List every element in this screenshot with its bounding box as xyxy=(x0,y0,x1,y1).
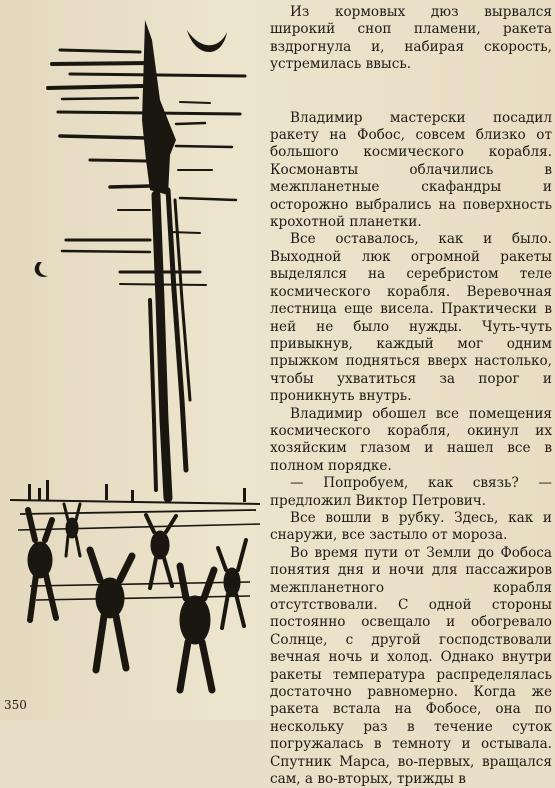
paragraph: Владимир мастерски посадил ракету на Фобос, совсем близко от большого космического корабля. Космонавты облачились в межпланетные скафандры и осторожно выбрались на поверхность крохотной планетки. xyxy=(270,109,552,231)
rocket-icon xyxy=(142,20,176,195)
paragraph: — Попробуем, как связь? — предложил Виктор Петрович. xyxy=(270,475,552,509)
paragraph: Владимир обошел все помещения космического корабля, окинул их хозяйским глазом и нашел все в полном порядке. xyxy=(270,405,552,474)
paragraph: Все оставалось, как и было. Выходной люк огромной ракеты выделялся на серебристом теле космического корабля. Веревочная лестница еще висела. Практически в ней не было нужды. Чуть-чуть привыкнув, каждый мог одним прыжком подняться вверх настолько, чтобы ухватиться за порог и проникнуть внутрь. xyxy=(270,231,552,405)
crescent-moon-icon xyxy=(187,30,227,52)
paragraph: Из кормовых дюз вырвался широкий сноп пламени, ракета вздрогнула и, набирая скорость, устремилась ввысь. xyxy=(270,4,552,73)
distant-figures xyxy=(28,480,246,502)
paragraph: Во время пути от Земли до Фобоса понятия дня и ночи для пассажиров межпланетного корабля отсутствовали. С одной стороны постоянно освещало и обогревало Солнце, с другой господствовали вечная ночь и холод. Однако внутри ракеты температура распределялась достаточно равномерно. Когда же ракета встала на Фобосе, она по нескольку раз в течение суток погружалась в темноту и остывала. Спутник Марса, во-первых, вращался сам, а во-вторых, трижды в xyxy=(270,544,552,788)
paragraph: Все вошли в рубку. Здесь, как и снаружи, все застыло от мороза. xyxy=(270,509,552,544)
small-crescent-icon xyxy=(35,262,48,277)
page-number: 350 xyxy=(4,698,27,712)
rocket-launch-illustration xyxy=(0,0,270,700)
body-text xyxy=(270,4,552,788)
exhaust-trails xyxy=(150,190,190,498)
